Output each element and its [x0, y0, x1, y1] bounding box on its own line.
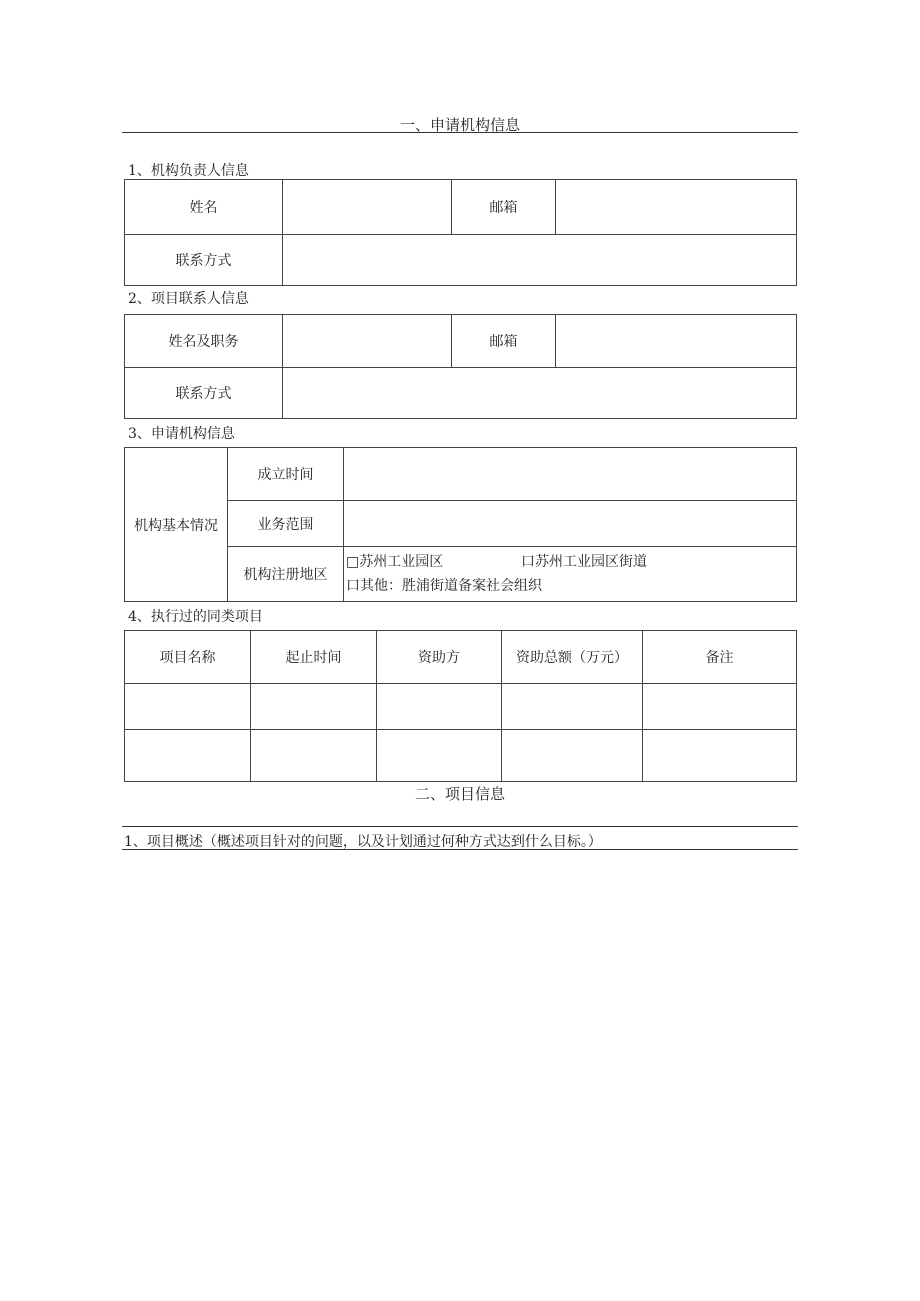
option-other-checkbox[interactable]: 口其他：胜浦街道备案社会组织: [346, 578, 542, 594]
cell[interactable]: [251, 684, 377, 730]
option-sip-checkbox[interactable]: □苏州工业园区: [346, 554, 444, 570]
cell[interactable]: [377, 730, 502, 782]
section3-label: 3、申请机构信息: [128, 426, 235, 442]
section4-table: [124, 630, 797, 782]
table-row: [125, 730, 797, 782]
cell[interactable]: [377, 684, 502, 730]
cell[interactable]: [125, 730, 251, 782]
cell[interactable]: [251, 730, 377, 782]
part2-divider-top: [122, 826, 798, 827]
section4-label: 4、执行过的同类项目: [128, 609, 263, 625]
header-funder: 资助方: [377, 631, 502, 684]
option-sip-street-checkbox[interactable]: 口苏州工业园区街道: [521, 554, 647, 570]
table-row: [125, 684, 797, 730]
name-label: 姓名: [125, 180, 283, 235]
name-field[interactable]: [283, 180, 452, 235]
header-remarks: 备注: [643, 631, 797, 684]
section1-table: [124, 179, 797, 286]
basic-info-label: 机构基本情况: [125, 448, 228, 602]
cell[interactable]: [502, 684, 643, 730]
section3-table: [124, 447, 797, 602]
email-field[interactable]: [556, 180, 797, 235]
contact-label: 联系方式: [125, 368, 283, 419]
part2-divider-bottom: [122, 849, 798, 850]
part2-title: 二、项目信息: [414, 785, 505, 803]
name-title-field[interactable]: [283, 315, 452, 368]
email-label: 邮箱: [452, 180, 556, 235]
name-title-label: 姓名及职务: [125, 315, 283, 368]
header-period: 起止时间: [251, 631, 377, 684]
cell[interactable]: [643, 684, 797, 730]
email-field[interactable]: [556, 315, 797, 368]
header-project-name: 项目名称: [125, 631, 251, 684]
section2-table: [124, 314, 797, 419]
founded-field[interactable]: [344, 448, 797, 501]
email-label: 邮箱: [452, 315, 556, 368]
scope-label: 业务范围: [228, 501, 344, 547]
header-total-amount: 资助总额（万元）: [502, 631, 643, 684]
cell[interactable]: [125, 684, 251, 730]
section2-label: 2、项目联系人信息: [128, 291, 249, 307]
region-label: 机构注册地区: [228, 547, 344, 602]
project-overview-label: 1、项目概述（概述项目针对的问题，以及计划通过何种方式达到什么目标。）: [124, 834, 602, 850]
part1-divider: [122, 132, 798, 133]
cell[interactable]: [502, 730, 643, 782]
part1-title: 一、申请机构信息: [399, 116, 520, 134]
scope-field[interactable]: [344, 501, 797, 547]
contact-field[interactable]: [283, 368, 797, 419]
contact-field[interactable]: [283, 235, 797, 286]
region-options: [344, 547, 797, 602]
contact-label: 联系方式: [125, 235, 283, 286]
founded-label: 成立时间: [228, 448, 344, 501]
cell[interactable]: [643, 730, 797, 782]
section1-label: 1、机构负责人信息: [128, 163, 249, 179]
